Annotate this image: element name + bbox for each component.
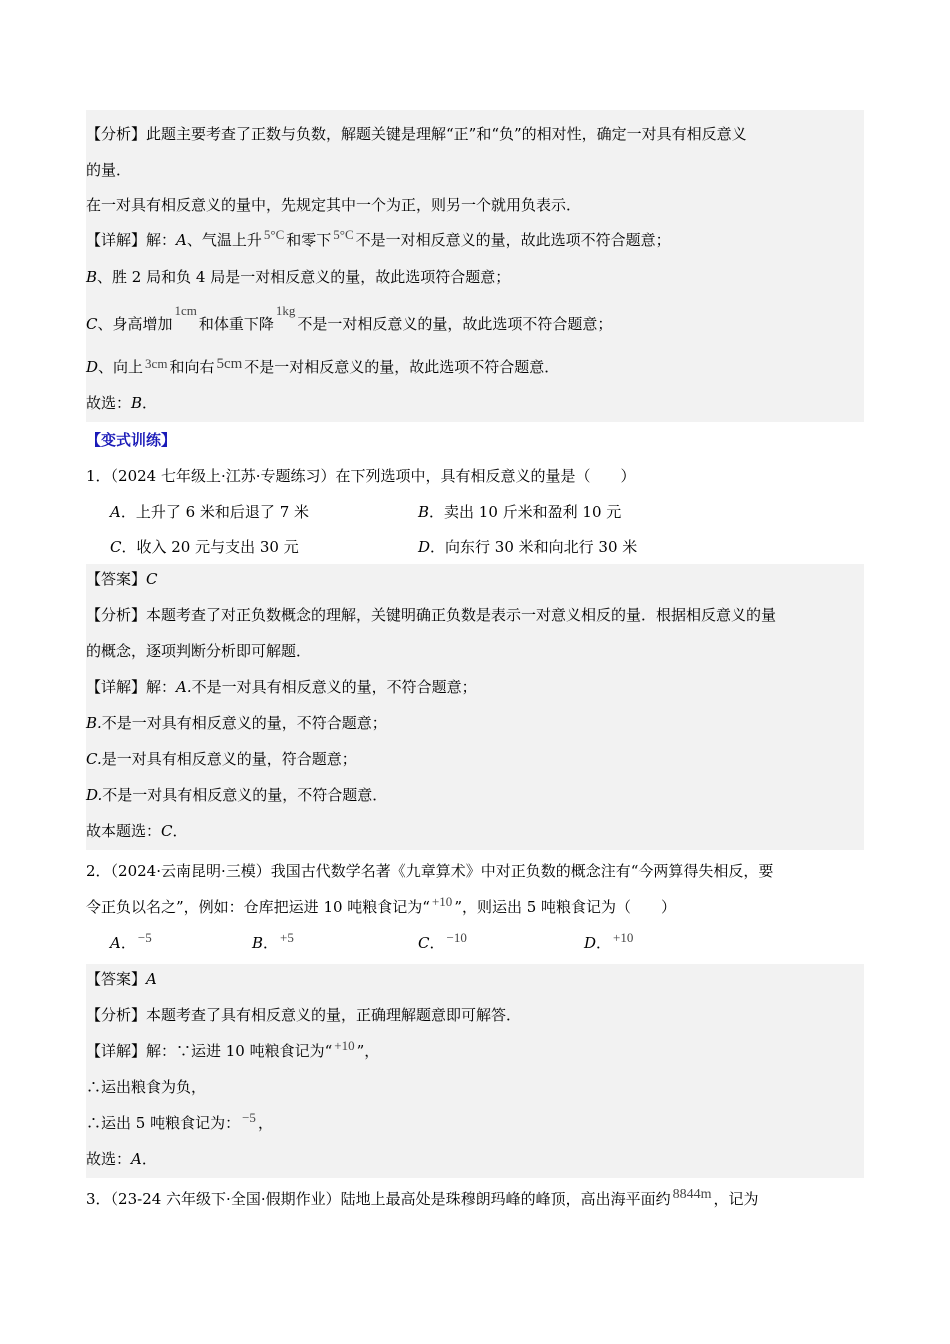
answer-label: 【答案】: [86, 970, 147, 988]
option-b: [418, 494, 621, 530]
question-1-solution-block: [86, 564, 864, 850]
option-letter: B: [86, 268, 98, 286]
final-answer-line: [86, 384, 864, 422]
text: 、胜 2 局和负 4 局是一对相反意义的量，故此选项符合题意；: [97, 268, 511, 286]
detail-line-d: [86, 346, 864, 384]
section-title: 【变式训练】: [86, 431, 177, 449]
question-3-stem: [86, 1178, 864, 1218]
question-2-options-row: [86, 922, 864, 958]
text: 不是一对相反意义的量，故此选项不符合题意．: [244, 358, 560, 376]
math-expression: 5°C: [333, 227, 354, 242]
text: 不是一对相反意义的量，故此选项不符合题意；: [297, 315, 613, 333]
text: 不是一对具有相反意义的量，不符合题意．: [102, 786, 388, 804]
text: 不是一对具有相反意义的量，不符合题意；: [191, 678, 477, 696]
option-d: [584, 922, 635, 965]
option-letter: D: [584, 934, 597, 952]
text: 和零下: [286, 231, 332, 249]
analysis-line: 在一对具有相反意义的量中，先规定其中一个为正，则另一个就用负表示．: [86, 196, 582, 214]
detail-line: [86, 708, 864, 744]
text: 不是一对相反意义的量，故此选项不符合题意；: [355, 231, 671, 249]
option-sep: ．: [429, 934, 445, 952]
math-expression: 3cm: [145, 356, 168, 371]
option-c: [418, 922, 469, 965]
math-expression: +10: [334, 1038, 355, 1053]
text: 3．（23-24 六年级下·全国·假期作业）陆地上最高处是珠穆朗玛峰的峰顶，高出海平面约: [86, 1190, 671, 1208]
text: 和向右: [169, 358, 215, 376]
text: ”，则运出 5 吨粮食记为（ ）: [454, 898, 677, 916]
question-1-options-row-2: [86, 530, 864, 564]
text: 和体重下降: [198, 315, 274, 333]
answer-line: [86, 964, 864, 1000]
option-letter: C: [418, 934, 430, 952]
math-expression: 5°C: [263, 227, 285, 242]
text: 令正负以名之”，例如：仓库把运进 10 吨粮食记为“: [86, 898, 430, 916]
text: ．: [142, 394, 158, 412]
question-2-stem: 2．（2024·云南昆明·三模）我国古代数学名著《九章算术》中对正负数的概念注有“今两算得失相反，要: [86, 862, 774, 880]
option-letter: C: [110, 538, 122, 556]
detail-line: [86, 744, 864, 780]
option-letter: D.: [86, 786, 103, 804]
option-letter: C: [86, 315, 98, 333]
text: 不是一对具有相反意义的量，不符合题意；: [101, 714, 387, 732]
detail-line-c: [86, 296, 864, 346]
analysis-line: 【分析】本题考查了对正负数概念的理解，关键明确正负数是表示一对意义相反的量．根据相反意义的量: [86, 606, 777, 624]
option-d: [418, 530, 637, 564]
option-a: [110, 922, 154, 965]
example-solution-block: [86, 110, 864, 422]
detail-line: [86, 1108, 864, 1144]
option-letter: A: [110, 934, 121, 952]
math-expression: 1kg: [275, 303, 296, 318]
option-sep: ．: [120, 934, 136, 952]
math-expression: −5: [242, 1110, 256, 1125]
option-letter: B.: [86, 714, 102, 732]
text: 【详解】解：∵运进 10 吨粮食记为“: [86, 1042, 333, 1060]
math-expression: −10: [446, 930, 467, 945]
math-expression: +5: [280, 930, 294, 945]
answer-letter: C: [161, 822, 173, 840]
text: ．: [141, 1150, 157, 1168]
option-letter: B: [252, 934, 264, 952]
math-expression: +10: [613, 930, 634, 945]
option-letter: A.: [176, 678, 192, 696]
option-text: ．向东行 30 米和向北行 30 米: [430, 538, 638, 556]
answer-letter: B: [131, 394, 143, 412]
final-answer-line: [86, 816, 864, 850]
option-letter: A: [110, 503, 121, 521]
option-sep: ．: [596, 934, 612, 952]
detail-line: [86, 672, 864, 708]
text: ∴运出 5 吨粮食记为：: [86, 1114, 241, 1132]
option-c: [110, 530, 299, 564]
detail-line-a: [86, 222, 864, 258]
option-letter: A: [176, 231, 187, 249]
option-letter: D: [418, 538, 431, 556]
detail-line: [86, 1036, 864, 1072]
math-expression: 1cm: [174, 303, 197, 318]
option-text: ．上升了 6 米和后退了 7 米: [120, 503, 310, 521]
math-expression: −5: [137, 930, 152, 945]
option-sep: ．: [263, 934, 279, 952]
text: 、身高增加: [97, 315, 173, 333]
analysis-line: 【分析】此题主要考查了正数与负数，解题关键是理解“正”和“负”的相对性，确定一对具有相反意义: [86, 125, 747, 143]
question-1-stem: 1．（2024 七年级上·江苏·专题练习）在下列选项中，具有相反意义的量是（ ）: [86, 467, 636, 485]
text: ，: [257, 1114, 273, 1132]
math-expression: +10: [431, 894, 453, 909]
answer-letter: C: [146, 570, 158, 588]
text: ，记为: [713, 1190, 759, 1208]
option-b: [252, 922, 296, 965]
text: 、气温上升: [186, 231, 262, 249]
detail-label: 【详解】解：: [86, 231, 177, 249]
question-2-solution-block: [86, 964, 864, 1178]
option-text: ．卖出 10 斤米和盈利 10 元: [429, 503, 622, 521]
question-1-options-row-1: [86, 494, 864, 530]
detail-line-b: [86, 258, 864, 296]
math-expression: 8844m: [672, 1187, 712, 1202]
option-text: ．收入 20 元与支出 30 元: [121, 538, 299, 556]
text: ．: [172, 822, 188, 840]
text: 是一对具有相反意义的量，符合题意；: [101, 750, 357, 768]
option-letter: B: [418, 503, 430, 521]
detail-label: 【详解】解：: [86, 678, 177, 696]
analysis-line: 的概念，逐项判断分析即可解题．: [86, 642, 312, 660]
detail-line: ∴运出粮食为负，: [86, 1078, 207, 1096]
answer-letter: A: [131, 1150, 142, 1168]
question-2-stem: [86, 886, 864, 922]
document-page: [86, 110, 864, 1218]
detail-line: [86, 780, 864, 816]
math-expression: 5cm: [216, 356, 243, 372]
analysis-line: 【分析】本题考查了具有相反意义的量，正确理解题意即可解答．: [86, 1006, 522, 1024]
option-letter: D: [86, 358, 99, 376]
text: 故选：: [86, 1150, 132, 1168]
answer-line: [86, 564, 864, 600]
text: 故选：: [86, 394, 132, 412]
answer-letter: A: [146, 970, 157, 988]
answer-label: 【答案】: [86, 570, 147, 588]
text: ”，: [356, 1042, 380, 1060]
analysis-line: 的量．: [86, 161, 132, 179]
final-answer-line: [86, 1144, 864, 1178]
text: 故本题选：: [86, 822, 162, 840]
text: 、向上: [98, 358, 144, 376]
option-letter: C.: [86, 750, 102, 768]
option-a: [110, 494, 309, 530]
